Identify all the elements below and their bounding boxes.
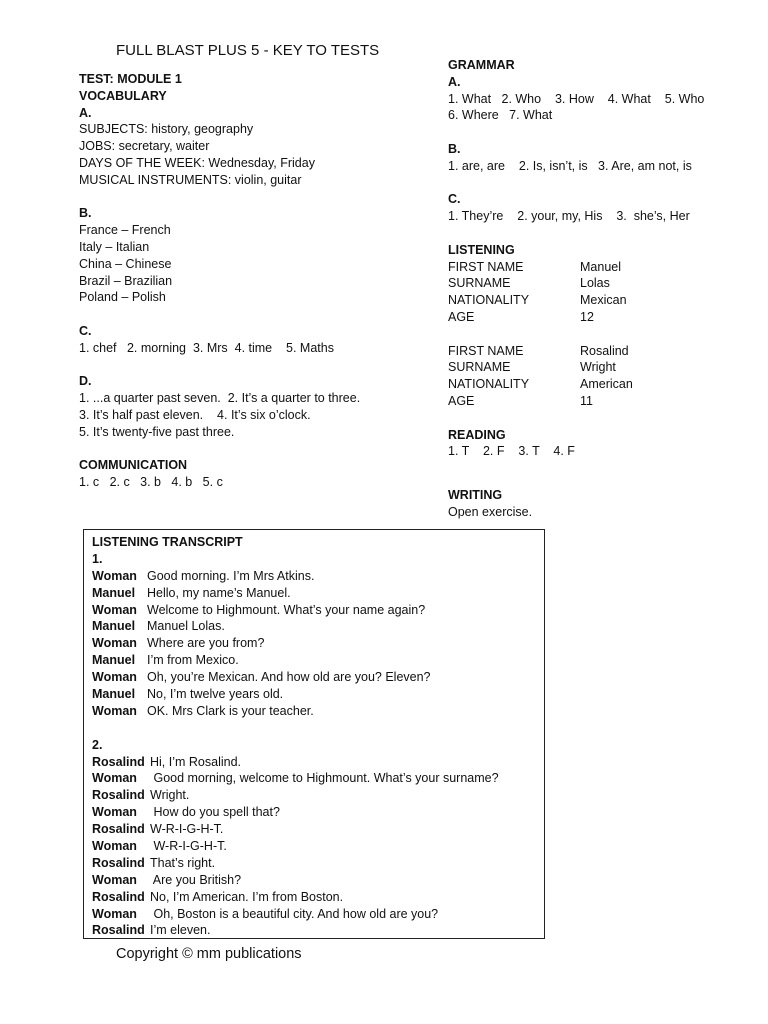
- communication-heading: COMMUNICATION: [79, 458, 188, 473]
- transcript-line: [92, 652, 544, 669]
- grammar-b-line: 1. are, are 2. Is, isn’t, is 3. Are, am not, is: [448, 158, 692, 173]
- speech-text: Where are you from?: [147, 636, 265, 651]
- listening-key: NATIONALITY: [448, 293, 530, 308]
- listening-value: Manuel: [580, 259, 621, 274]
- transcript-line: [92, 821, 544, 838]
- speaker-name: Rosalind: [92, 923, 145, 938]
- transcript-line: [92, 787, 544, 804]
- transcript-line: [92, 872, 544, 889]
- transcript-heading: LISTENING TRANSCRIPT: [92, 535, 243, 549]
- speech-text: No, I’m American. I’m from Boston.: [150, 889, 344, 904]
- speech-text: W-R-I-G-H-T.: [150, 839, 227, 854]
- speaker-name: Woman: [92, 636, 137, 651]
- speech-text: Manuel Lolas.: [147, 619, 225, 634]
- listening-key: FIRST NAME: [448, 259, 524, 274]
- speech-text: Good morning, welcome to Highmount. What’s your surname?: [150, 771, 499, 786]
- speaker-name: Woman: [92, 703, 137, 718]
- transcript-line: [92, 838, 544, 855]
- grammar-c-line: 1. They’re 2. your, my, His 3. she’s, Her: [448, 209, 690, 224]
- writing-heading: WRITING: [448, 487, 503, 502]
- copyright: Copyright © mm publications: [116, 946, 302, 962]
- speaker-name: Woman: [92, 805, 137, 820]
- speaker-name: Manuel: [92, 687, 136, 702]
- listening-value: Mexican: [580, 293, 627, 308]
- page-title: FULL BLAST PLUS 5 - KEY TO TESTS: [116, 42, 380, 59]
- transcript-line: [92, 686, 544, 703]
- transcript-line: [92, 922, 544, 939]
- listening-key: FIRST NAME: [448, 343, 524, 358]
- listening-row: [448, 259, 704, 276]
- vocab-a-line: SUBJECTS: history, geography: [79, 122, 254, 137]
- listening-key: AGE: [448, 393, 475, 408]
- transcript-line: [92, 804, 544, 821]
- speech-text: Hello, my name’s Manuel.: [147, 585, 291, 600]
- vocab-b-label: B.: [79, 206, 92, 221]
- speech-text: OK. Mrs Clark is your teacher.: [147, 703, 314, 718]
- speaker-name: Rosalind: [92, 889, 145, 904]
- speaker-name: Manuel: [92, 619, 136, 634]
- vocab-b-line: Italy – Italian: [79, 239, 150, 254]
- speaker-name: Woman: [92, 839, 137, 854]
- right-column: [448, 57, 704, 521]
- vocab-b-line: Poland – Polish: [79, 290, 166, 305]
- speaker-name: Woman: [92, 906, 137, 921]
- speech-text: Good morning. I’m Mrs Atkins.: [147, 568, 315, 583]
- vocab-b-line: Brazil – Brazilian: [79, 273, 173, 288]
- transcript-part1-label: 1.: [92, 551, 103, 566]
- listening-value: Rosalind: [580, 343, 629, 358]
- transcript-line: [92, 754, 544, 771]
- speaker-name: Woman: [92, 872, 137, 887]
- transcript-line: [92, 770, 544, 787]
- transcript-line: [92, 906, 544, 923]
- speaker-name: Rosalind: [92, 822, 145, 837]
- grammar-a-line: 6. Where 7. What: [448, 108, 553, 123]
- listening-row: [448, 343, 704, 360]
- speaker-name: Woman: [92, 602, 137, 617]
- speech-text: Oh, you’re Mexican. And how old are you? Eleven?: [147, 670, 431, 685]
- grammar-heading: GRAMMAR: [448, 58, 515, 72]
- listening-key: NATIONALITY: [448, 377, 530, 392]
- speech-text: Wright.: [150, 788, 190, 803]
- listening-key: SURNAME: [448, 276, 511, 291]
- vocab-d-label: D.: [79, 374, 92, 389]
- transcript-box: [83, 529, 545, 939]
- transcript-line: [92, 669, 544, 686]
- grammar-a-line: 1. What 2. Who 3. How 4. What 5. Who: [448, 91, 705, 106]
- reading-heading: READING: [448, 427, 506, 442]
- grammar-a-label: A.: [448, 74, 461, 89]
- vocab-c-label: C.: [79, 323, 92, 338]
- speech-text: That’s right.: [150, 855, 216, 870]
- speech-text: No, I’m twelve years old.: [147, 687, 284, 702]
- vocabulary-heading: VOCABULARY: [79, 88, 167, 103]
- vocab-a-line: DAYS OF THE WEEK: Wednesday, Friday: [79, 155, 315, 170]
- speech-text: Hi, I’m Rosalind.: [150, 754, 241, 769]
- speaker-name: Woman: [92, 771, 137, 786]
- listening-value: 12: [580, 309, 594, 324]
- transcript-line: [92, 703, 544, 720]
- listening-row: [448, 309, 704, 326]
- listening-row: [448, 376, 704, 393]
- speaker-name: Manuel: [92, 585, 136, 600]
- vocab-b-line: France – French: [79, 223, 171, 238]
- listening-row: [448, 393, 704, 410]
- transcript-line: [92, 568, 544, 585]
- listening-key: AGE: [448, 309, 475, 324]
- listening-row: [448, 275, 704, 292]
- transcript-line: [92, 855, 544, 872]
- vocab-d-line: 1. ...a quarter past seven. 2. It’s a quarter to three.: [79, 391, 361, 406]
- vocab-a-label: A.: [79, 105, 92, 120]
- speech-text: Oh, Boston is a beautiful city. And how old are you?: [150, 906, 439, 921]
- vocab-d-line: 3. It’s half past eleven. 4. It’s six o’clock.: [79, 407, 311, 422]
- speaker-name: Rosalind: [92, 754, 145, 769]
- speaker-name: Woman: [92, 568, 137, 583]
- speaker-name: Rosalind: [92, 788, 145, 803]
- listening-row: [448, 292, 704, 309]
- listening-key: SURNAME: [448, 360, 511, 375]
- transcript-line: [92, 585, 544, 602]
- speech-text: W-R-I-G-H-T.: [150, 822, 224, 837]
- speech-text: I’m eleven.: [150, 923, 211, 938]
- speaker-name: Manuel: [92, 653, 136, 668]
- reading-line: 1. T 2. F 3. T 4. F: [448, 444, 575, 459]
- listening-heading: LISTENING: [448, 242, 515, 257]
- transcript-line: [92, 635, 544, 652]
- vocab-a-line: JOBS: secretary, waiter: [79, 139, 210, 154]
- grammar-c-label: C.: [448, 192, 461, 207]
- test-title: TEST: MODULE 1: [79, 72, 182, 86]
- listening-value: American: [580, 377, 633, 392]
- vocab-d-line: 5. It’s twenty-five past three.: [79, 424, 235, 439]
- listening-value: 11: [580, 393, 593, 408]
- writing-line: Open exercise.: [448, 504, 533, 519]
- transcript-line: [92, 618, 544, 635]
- grammar-b-label: B.: [448, 141, 461, 156]
- speech-text: How do you spell that?: [150, 805, 280, 820]
- vocab-b-line: China – Chinese: [79, 256, 172, 271]
- listening-value: Lolas: [580, 276, 610, 291]
- speaker-name: Rosalind: [92, 855, 145, 870]
- speech-text: I’m from Mexico.: [147, 653, 239, 668]
- transcript-line: [92, 889, 544, 906]
- speech-text: Are you British?: [150, 872, 242, 887]
- vocab-a-line: MUSICAL INSTRUMENTS: violin, guitar: [79, 172, 302, 187]
- left-column: [79, 71, 360, 491]
- listening-row: [448, 359, 704, 376]
- vocab-c-line: 1. chef 2. morning 3. Mrs 4. time 5. Maths: [79, 340, 334, 355]
- transcript-line: [92, 602, 544, 619]
- speaker-name: Woman: [92, 670, 137, 685]
- transcript-part2-label: 2.: [92, 737, 103, 752]
- transcript-part2: [92, 754, 544, 940]
- communication-line: 1. c 2. c 3. b 4. b 5. c: [79, 475, 223, 490]
- speech-text: Welcome to Highmount. What’s your name again?: [147, 602, 426, 617]
- transcript-part1: [92, 568, 544, 720]
- listening-value: Wright: [580, 360, 616, 375]
